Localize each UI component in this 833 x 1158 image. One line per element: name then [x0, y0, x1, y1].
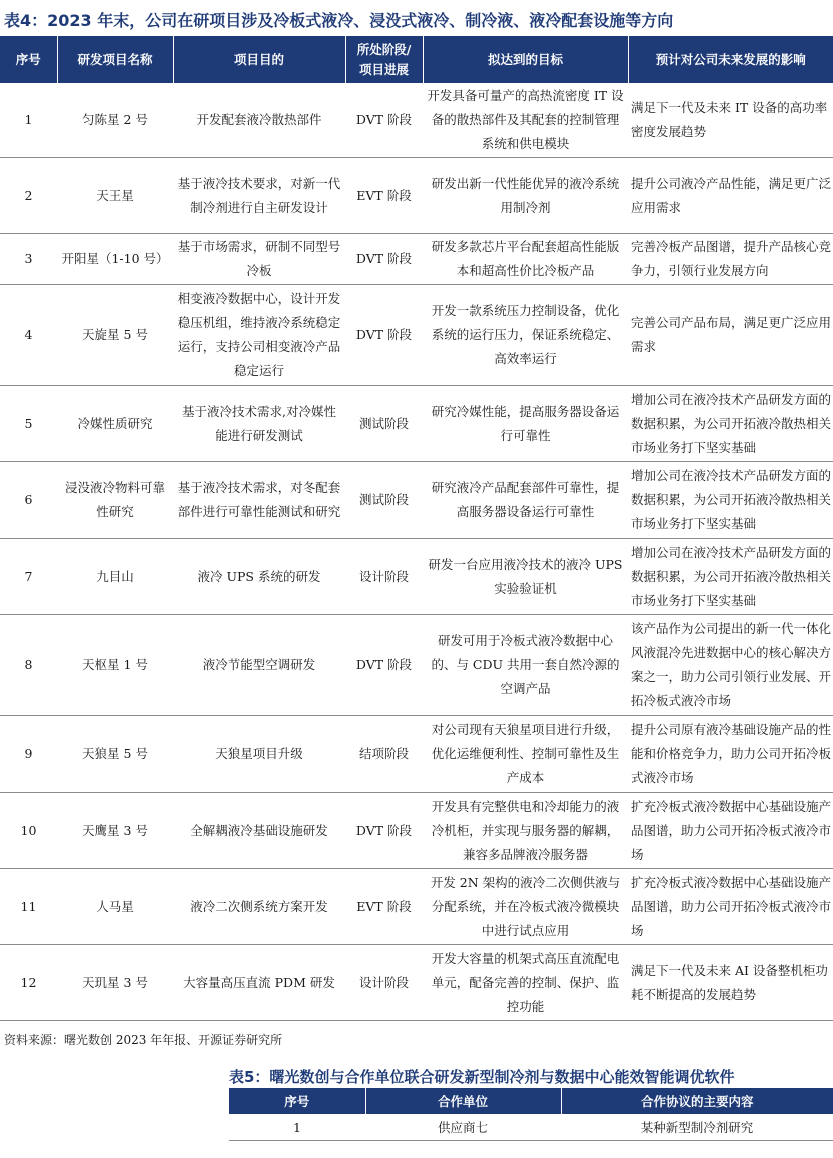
row-project-name: 天王星: [57, 158, 173, 234]
row-index: 12: [0, 945, 57, 1021]
row-purpose: 液冷节能型空调研发: [173, 615, 345, 716]
row-stage: DVT 阶段: [345, 285, 423, 386]
row-impact: 提升公司液冷产品性能，满足更广泛应用需求: [628, 158, 833, 234]
table-row: [0, 615, 833, 716]
table-row: [229, 1114, 833, 1141]
row-purpose: 基于市场需求，研制不同型号冷板: [173, 234, 345, 285]
table-5-title: 表5：曙光数创与合作单位联合研发新型制冷剂与数据中心能效智能调优软件: [229, 1068, 735, 1086]
row-project-name: 匀陈星 2 号: [57, 83, 173, 158]
row-index: 11: [0, 869, 57, 945]
row-purpose: 液冷 UPS 系统的研发: [173, 539, 345, 615]
row-impact: 完善冷板产品图谱，提升产品核心竞争力，引领行业发展方向: [628, 234, 833, 285]
table-row: [0, 793, 833, 869]
row-index: 1: [0, 83, 57, 158]
row-stage: 结项阶段: [345, 716, 423, 793]
row-purpose: 基于液冷技术需求,对冷媒性能进行研发测试: [173, 386, 345, 462]
table-header-row: [229, 1088, 833, 1114]
row-index: 7: [0, 539, 57, 615]
table-row: [0, 539, 833, 615]
col-header-project-name: 研发项目名称: [57, 36, 173, 83]
row-index: 2: [0, 158, 57, 234]
row-purpose: 天狼星项目升级: [173, 716, 345, 793]
row-impact: 扩充冷板式液冷数据中心基础设施产品图谱，助力公司开拓冷板式液冷市场: [628, 793, 833, 869]
row-purpose: 相变液冷数据中心，设计开发稳压机组，维持液冷系统稳定运行，支持公司相变液冷产品稳定运行: [173, 285, 345, 386]
row-index: 10: [0, 793, 57, 869]
row-stage: 测试阶段: [345, 462, 423, 539]
row-partner: 供应商七: [365, 1114, 561, 1141]
row-project-name: 人马星: [57, 869, 173, 945]
row-purpose: 大容量高压直流 PDM 研发: [173, 945, 345, 1021]
row-stage: DVT 阶段: [345, 793, 423, 869]
col-header-partner: 合作单位: [365, 1088, 561, 1114]
row-stage: EVT 阶段: [345, 158, 423, 234]
row-project-name: 九目山: [57, 539, 173, 615]
row-goal: 研发一台应用液冷技术的液冷 UPS 实验验证机: [423, 539, 628, 615]
row-impact: 扩充冷板式液冷数据中心基础设施产品图谱，助力公司开拓冷板式液冷市场: [628, 869, 833, 945]
row-stage: 测试阶段: [345, 386, 423, 462]
row-purpose: 基于液冷技术需求，对冬配套部件进行可靠性能测试和研究: [173, 462, 345, 539]
row-impact: 满足下一代及未来 IT 设备的高功率密度发展趋势: [628, 83, 833, 158]
row-index: 3: [0, 234, 57, 285]
cooperation-table: [229, 1088, 833, 1141]
table-row: [0, 234, 833, 285]
row-index: 4: [0, 285, 57, 386]
research-projects-table: [0, 36, 833, 1021]
row-goal: 研究冷媒性能，提高服务器设备运行可靠性: [423, 386, 628, 462]
row-stage: DVT 阶段: [345, 83, 423, 158]
table-row: [0, 869, 833, 945]
row-purpose: 液冷二次侧系统方案开发: [173, 869, 345, 945]
row-purpose: 开发配套液冷散热部件: [173, 83, 345, 158]
table-row: [0, 945, 833, 1021]
table-row: [0, 386, 833, 462]
row-purpose: 全解耦液冷基础设施研发: [173, 793, 345, 869]
row-index: 9: [0, 716, 57, 793]
table-row: [0, 83, 833, 158]
table-row: [0, 462, 833, 539]
table-row: [0, 285, 833, 386]
row-goal: 开发具有完整供电和冷却能力的液冷机柜，并实现与服务器的解耦，兼容多品牌液冷服务器: [423, 793, 628, 869]
row-goal: 开发具备可量产的高热流密度 IT 设备的散热部件及其配套的控制管理系统和供电模块: [423, 83, 628, 158]
row-index: 8: [0, 615, 57, 716]
row-goal: 研究液冷产品配套部件可靠性，提高服务器设备运行可靠性: [423, 462, 628, 539]
row-stage: DVT 阶段: [345, 615, 423, 716]
row-impact: 该产品作为公司提出的新一代一体化风液混冷先进数据中心的核心解决方案之一，助力公司引领行业发展、开拓冷板式液冷市场: [628, 615, 833, 716]
table-4-title: 表4：2023 年末，公司在研项目涉及冷板式液冷、浸没式液冷、制冷液、液冷配套设施等方向: [4, 11, 674, 30]
table-row: [0, 158, 833, 234]
row-impact: 增加公司在液冷技术产品研发方面的数据积累，为公司开拓液冷散热相关市场业务打下坚实基础: [628, 462, 833, 539]
table-row: [0, 716, 833, 793]
row-goal: 研发出新一代性能优异的液冷系统用制冷剂: [423, 158, 628, 234]
row-index: 5: [0, 386, 57, 462]
row-stage: DVT 阶段: [345, 234, 423, 285]
row-stage: 设计阶段: [345, 945, 423, 1021]
row-goal: 对公司现有天狼星项目进行升级，优化运维便利性、控制可靠性及生产成本: [423, 716, 628, 793]
row-goal: 开发 2N 架构的液冷二次侧供液与分配系统，并在冷板式液冷微模块中进行试点应用: [423, 869, 628, 945]
row-goal: 开发一款系统压力控制设备，优化系统的运行压力，保证系统稳定、高效率运行: [423, 285, 628, 386]
row-project-name: 天玑星 3 号: [57, 945, 173, 1021]
row-impact: 增加公司在液冷技术产品研发方面的数据积累，为公司开拓液冷散热相关市场业务打下坚实基础: [628, 386, 833, 462]
row-project-name: 天狼星 5 号: [57, 716, 173, 793]
row-impact: 增加公司在液冷技术产品研发方面的数据积累，为公司开拓液冷散热相关市场业务打下坚实基础: [628, 539, 833, 615]
row-impact: 提升公司原有液冷基础设施产品的性能和价格竞争力，助力公司开拓冷板式液冷市场: [628, 716, 833, 793]
row-project-name: 天鹰星 3 号: [57, 793, 173, 869]
col-header-stage: 所处阶段/项目进展: [345, 36, 423, 83]
row-index: 1: [229, 1114, 365, 1141]
col-header-purpose: 项目目的: [173, 36, 345, 83]
row-stage: 设计阶段: [345, 539, 423, 615]
row-stage: EVT 阶段: [345, 869, 423, 945]
row-index: 6: [0, 462, 57, 539]
row-goal: 开发大容量的机架式高压直流配电单元，配备完善的控制、保护、监控功能: [423, 945, 628, 1021]
col-header-agreement: 合作协议的主要内容: [561, 1088, 833, 1114]
row-impact: 完善公司产品布局，满足更广泛应用需求: [628, 285, 833, 386]
row-project-name: 开阳星（1-10 号）: [57, 234, 173, 285]
row-goal: 研发多款芯片平台配套超高性能版本和超高性价比冷板产品: [423, 234, 628, 285]
row-project-name: 冷媒性质研究: [57, 386, 173, 462]
row-impact: 满足下一代及未来 AI 设备整机柜功耗不断提高的发展趋势: [628, 945, 833, 1021]
row-agreement: 某种新型制冷剂研究: [561, 1114, 833, 1141]
source-note: 资料来源：曙光数创 2023 年年报、开源证券研究所: [4, 1033, 283, 1047]
col-header-impact: 预计对公司未来发展的影响: [628, 36, 833, 83]
row-purpose: 基于液冷技术要求，对新一代制冷剂进行自主研发设计: [173, 158, 345, 234]
col-header-index: 序号: [0, 36, 57, 83]
row-project-name: 天旋星 5 号: [57, 285, 173, 386]
table-header-row: [0, 36, 833, 83]
col-header-index: 序号: [229, 1088, 365, 1114]
row-project-name: 天枢星 1 号: [57, 615, 173, 716]
row-goal: 研发可用于冷板式液冷数据中心的、与 CDU 共用一套自然冷源的空调产品: [423, 615, 628, 716]
row-project-name: 浸没液冷物料可靠性研究: [57, 462, 173, 539]
col-header-goal: 拟达到的目标: [423, 36, 628, 83]
